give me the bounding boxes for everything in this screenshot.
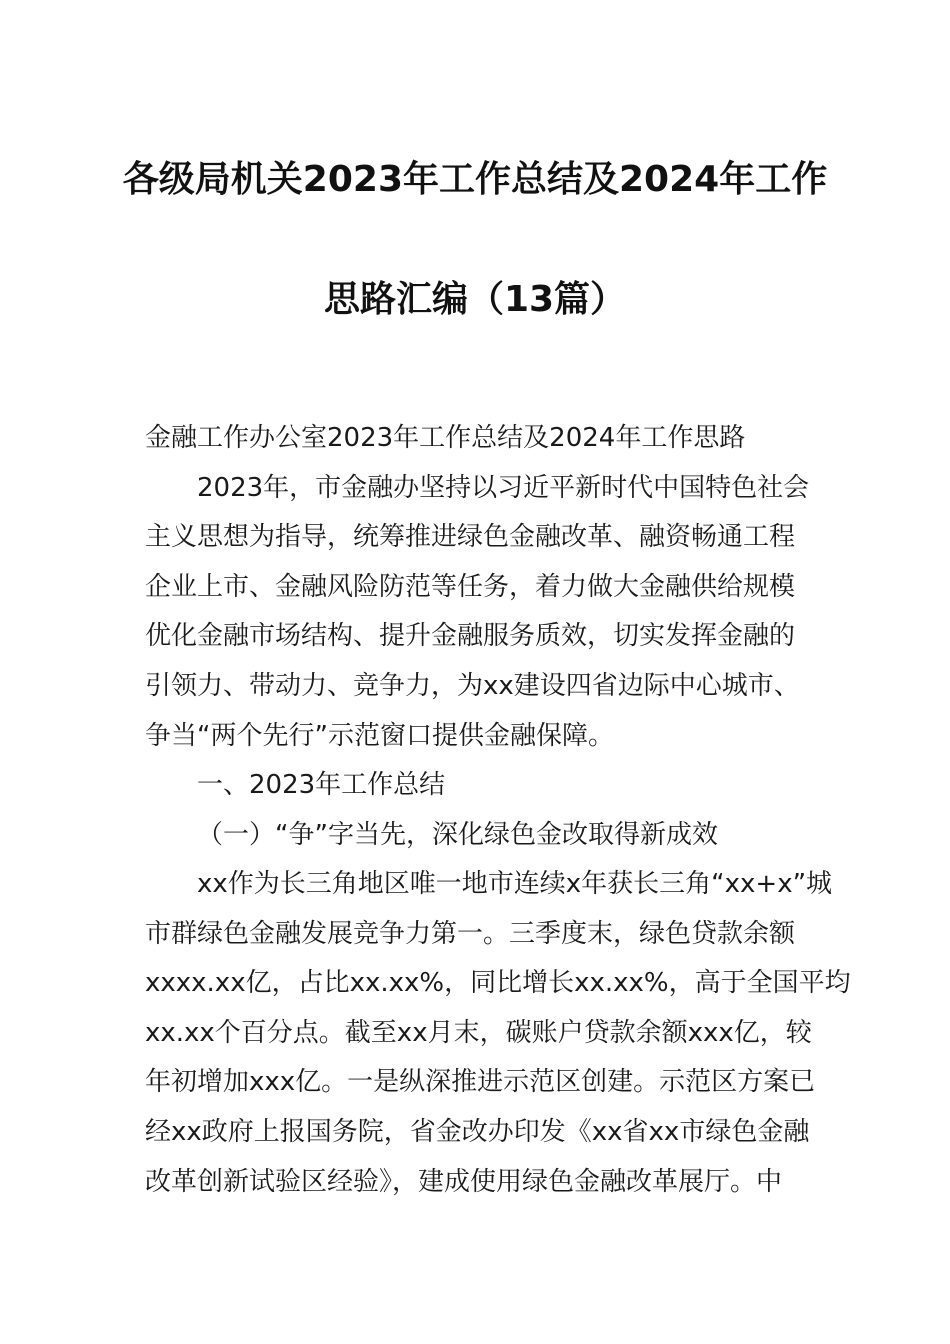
document-title-line-2: 思路汇编（13篇） (323, 279, 627, 320)
document-title-line-1: 各级局机关2023年工作总结及2024年工作 (122, 159, 828, 200)
paragraph-line: 引领力、带动力、竞争力，为xx建设四省边际中心城市、 (145, 671, 800, 701)
paragraph-line: 2023年，市金融办坚持以习近平新时代中国特色社会 (197, 473, 810, 503)
paragraph-line: 市群绿色金融发展竞争力第一。三季度末，绿色贷款余额 (145, 919, 796, 949)
paragraph-line: 年初增加xxx亿。一是纵深推进示范区创建。示范区方案已 (145, 1067, 816, 1097)
paragraph-line: xx作为长三角地区唯一地市连续x年获长三角“xx+x”城 (197, 869, 833, 899)
paragraph-line: 优化金融市场结构、提升金融服务质效，切实发挥金融的 (145, 621, 796, 651)
paragraph-line: 主义思想为指导，统筹推进绿色金融改革、融资畅通工程 (145, 522, 796, 552)
paragraph-line: 改革创新试验区经验》，建成使用绿色金融改革展厅。中 (145, 1167, 783, 1197)
subsection-heading: （一）“争”字当先，深化绿色金改取得新成效 (197, 820, 718, 850)
paragraph-line: xx.xx个百分点。截至xx月末，碳账户贷款余额xxx亿，较 (145, 1018, 812, 1048)
section-heading: 金融工作办公室2023年工作总结及2024年工作思路 (145, 423, 746, 453)
paragraph-line: 企业上市、金融风险防范等任务，着力做大金融供给规模 (145, 572, 796, 602)
paragraph-line: 争当“两个先行”示范窗口提供金融保障。 (145, 721, 614, 751)
subsection-heading: 一、2023年工作总结 (197, 770, 446, 800)
paragraph-line: xxxx.xx亿，占比xx.xx%，同比增长xx.xx%，高于全国平均 (145, 968, 851, 998)
paragraph-line: 经xx政府上报国务院，省金改办印发《xx省xx市绿色金融 (145, 1117, 810, 1147)
